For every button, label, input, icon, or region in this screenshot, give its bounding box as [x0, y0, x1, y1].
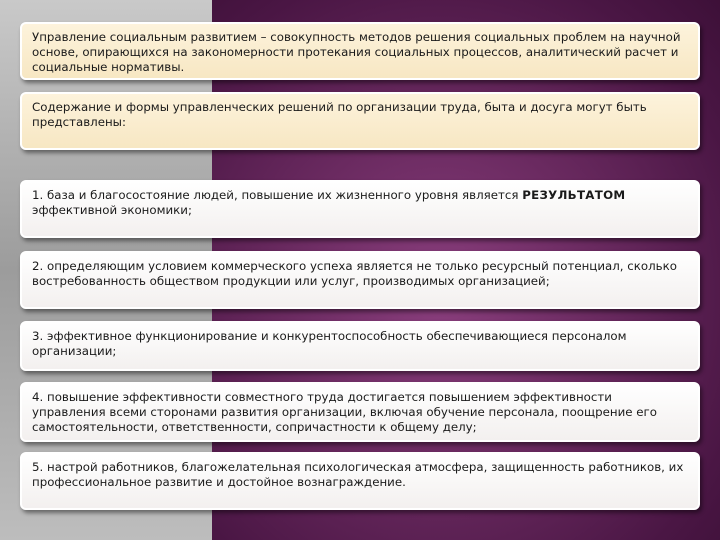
list-item-1 — [20, 180, 700, 238]
list-item-2-text: 2. определяющим условием коммерческого успеха является не только ресурсный потенциал, сколько востребованность обществом продукции или услуг, производимых организацией; — [32, 259, 677, 288]
list-item-3-text: 3. эффективное функционирование и конкурентоспособность обеспечивающиеся персоналом организации; — [32, 329, 627, 358]
list-item-1-text-after: эффективной экономики; — [32, 203, 192, 217]
definition-text: Управление социальным развитием – совокупность методов решения социальных проблем на научной основе, опирающихся на закономерности протекания социальных процессов, аналитический расчет и социальные нормативы. — [32, 30, 681, 74]
list-item-5 — [20, 452, 700, 510]
intro-text: Содержание и формы управленческих решений по организации труда, быта и досуга могут быть представлены: — [32, 100, 647, 129]
list-item-4 — [20, 382, 700, 442]
intro-box — [20, 92, 700, 150]
list-item-5-text: 5. настрой работников, благожелательная психологическая атмосфера, защищенность работников, их профессиональное развитие и достойное вознаграждение. — [32, 460, 684, 489]
list-item-1-text-before: 1. база и благосостояние людей, повышение их жизненного уровня является — [32, 188, 523, 202]
list-item-4-text: 4. повышение эффективности совместного труда достигается повышением эффективности управления всеми сторонами развития организации, включая обучение персонала, поощрение его самостоятельности, ответственности, сопричастности к общему делу; — [32, 390, 657, 434]
definition-box — [20, 22, 700, 80]
list-item-2 — [20, 251, 700, 309]
list-item-3 — [20, 321, 700, 371]
result-keyword: РЕЗУЛЬТАТОМ — [522, 188, 626, 202]
